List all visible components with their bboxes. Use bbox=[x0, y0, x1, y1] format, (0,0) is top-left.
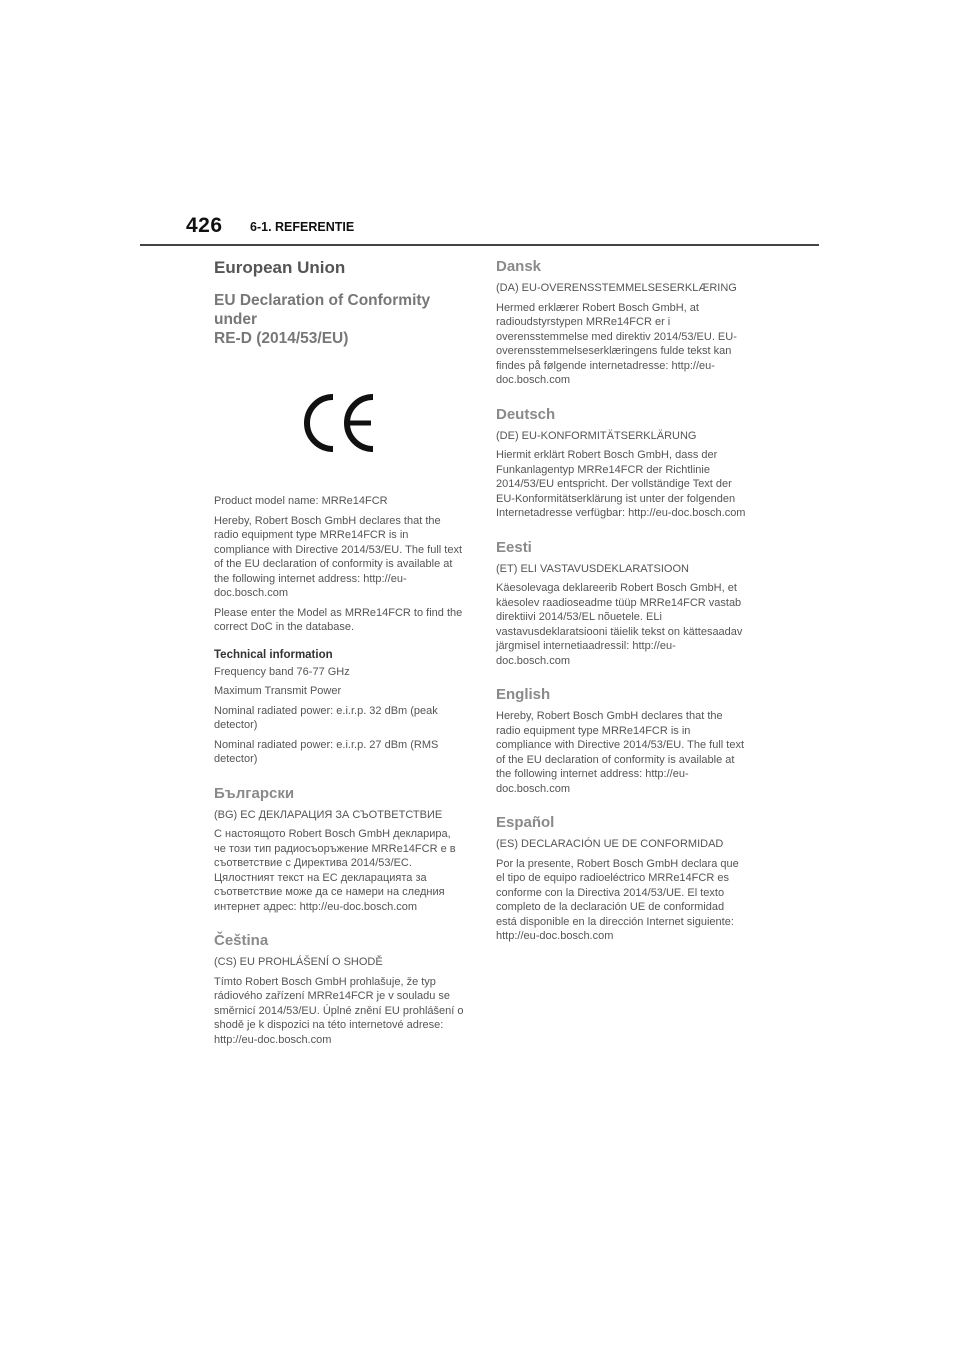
left-column bbox=[214, 258, 464, 1065]
lang-title-bg: (BG) ЕС ДЕКЛАРАЦИЯ ЗА СЪОТВЕТСТВИЕ bbox=[214, 808, 443, 821]
lang-title-es: (ES) DECLARACIÓN UE DE CONFORMIDAD bbox=[496, 838, 724, 850]
frequency-band: Frequency band 76-77 GHz bbox=[214, 665, 350, 678]
lang-text-et: Käesolevaga deklareerib Robert Bosch GmbH, et käesolev raadioseadme tüüp MRRe14FCR vastab direktiivi 2014/53/EL nõuetele. ELi vastavusdeklaratsiooni täielik tekst on kättesaadav järgmisel internetiaadressil: http://eu-doc.bosch.com bbox=[496, 582, 743, 667]
page-number: 426 bbox=[186, 214, 223, 237]
right-column bbox=[496, 258, 746, 962]
declaration-title-line-2: RE-D (2014/53/EU) bbox=[214, 330, 349, 347]
lang-heading-da: Dansk bbox=[496, 258, 542, 275]
lang-block-cs bbox=[214, 932, 464, 1047]
lang-text-cs: Tímto Robert Bosch GmbH prohlašuje, že typ rádiového zařízení MRRe14FCR je v souladu se směrnicí 2014/53/EU. Úplné znění EU prohlášení o shodě je k dispozici na této internetové adrese: http://eu-doc.bosch.com bbox=[214, 975, 464, 1046]
lang-title-da: (DA) EU-OVERENSSTEMMELSESERKLÆRING bbox=[496, 282, 737, 294]
lang-block-de bbox=[496, 406, 746, 521]
lang-text-en: Hereby, Robert Bosch GmbH declares that the radio equipment type MRRe14FCR is in compliance with Directive 2014/53/EU. The full text of the EU declaration of conformity is available at the following internet address: http://eu-doc.bosch.com bbox=[496, 710, 745, 795]
model-note: Please enter the Model as MRRe14FCR to find the correct DoC in the database. bbox=[214, 606, 463, 633]
lang-heading-bg: Български bbox=[214, 784, 295, 802]
lang-heading-en: English bbox=[496, 686, 551, 703]
lang-heading-de: Deutsch bbox=[496, 405, 556, 423]
lang-block-bg bbox=[214, 785, 464, 915]
lang-title-cs: (CS) EU PROHLÁŠENÍ O SHODĚ bbox=[214, 956, 383, 968]
declaration-text-en: Hereby, Robert Bosch GmbH declares that the radio equipment type MRRe14FCR is in compliance with Directive 2014/53/EU. The full text of the EU declaration of conformity is available at the following internet address: http://eu-doc.bosch.com bbox=[214, 514, 463, 599]
lang-title-de: (DE) EU-KONFORMITÄTSERKLÄRUNG bbox=[496, 429, 697, 442]
section-title-european-union: European Union bbox=[214, 258, 346, 277]
product-model: Product model name: MRRe14FCR bbox=[214, 495, 388, 507]
lang-text-es: Por la presente, Robert Bosch GmbH declara que el tipo de equipo radioeléctrico MRRe14FCR es conforme con la Directiva 2014/53/UE. El texto completo de la declaración UE de conformidad está disponible en la dirección Internet siguiente: http://eu-doc.bosch.com bbox=[496, 857, 739, 942]
lang-text-bg: С настоящото Robert Bosch GmbH декларира, че този тип радиосъоръжение MRRe14FCR е в съответствие с Директива 2014/53/ЕС. Цялостният текст на ЕС декларацията за съответствие може да се намери на следния интернет адрес: http://eu-doc.bosch.com bbox=[214, 828, 456, 913]
nominal-power-peak: Nominal radiated power: e.i.r.p. 32 dBm (peak detector) bbox=[214, 704, 438, 731]
ce-mark-svg bbox=[299, 391, 379, 455]
lang-heading-et: Eesti bbox=[496, 538, 532, 556]
header-divider bbox=[140, 244, 819, 246]
technical-information-heading: Technical information bbox=[214, 648, 333, 661]
declaration-title-line-1: EU Declaration of Conformity under bbox=[214, 292, 431, 328]
ce-mark-icon bbox=[214, 358, 464, 488]
max-transmit-power: Maximum Transmit Power bbox=[214, 685, 342, 697]
lang-block-en bbox=[496, 686, 746, 796]
lang-block-es bbox=[496, 814, 746, 944]
lang-heading-cs: Čeština bbox=[214, 932, 269, 949]
declaration-title bbox=[214, 291, 464, 348]
lang-title-et: (ET) ELI VASTAVUSDEKLARATSIOON bbox=[496, 562, 689, 575]
lang-text-de: Hiermit erklärt Robert Bosch GmbH, dass der Funkanlagentyp MRRe14FCR der Richtlinie 2014/53/EU entspricht. Der vollständige Text der EU-Konformitätserklärung ist unter der folgenden Internetadresse verfügbar: http://eu-doc.bosch.com bbox=[496, 449, 746, 519]
lang-block-da bbox=[496, 258, 746, 388]
lang-heading-es: Español bbox=[496, 814, 555, 831]
lang-text-da: Hermed erklærer Robert Bosch GmbH, at radioudstyrstypen MRRe14FCR er i overensstemmelse med direktiv 2014/53/EU. EU-overensstemmelseserklæringens fulde tekst kan findes på følgende internetadresse: http://eu-doc.bosch.com bbox=[496, 301, 737, 386]
nominal-power-rms: Nominal radiated power: e.i.r.p. 27 dBm (RMS detector) bbox=[214, 738, 439, 765]
chapter-title: 6-1. REFERENTIE bbox=[250, 220, 355, 234]
lang-block-et bbox=[496, 539, 746, 669]
